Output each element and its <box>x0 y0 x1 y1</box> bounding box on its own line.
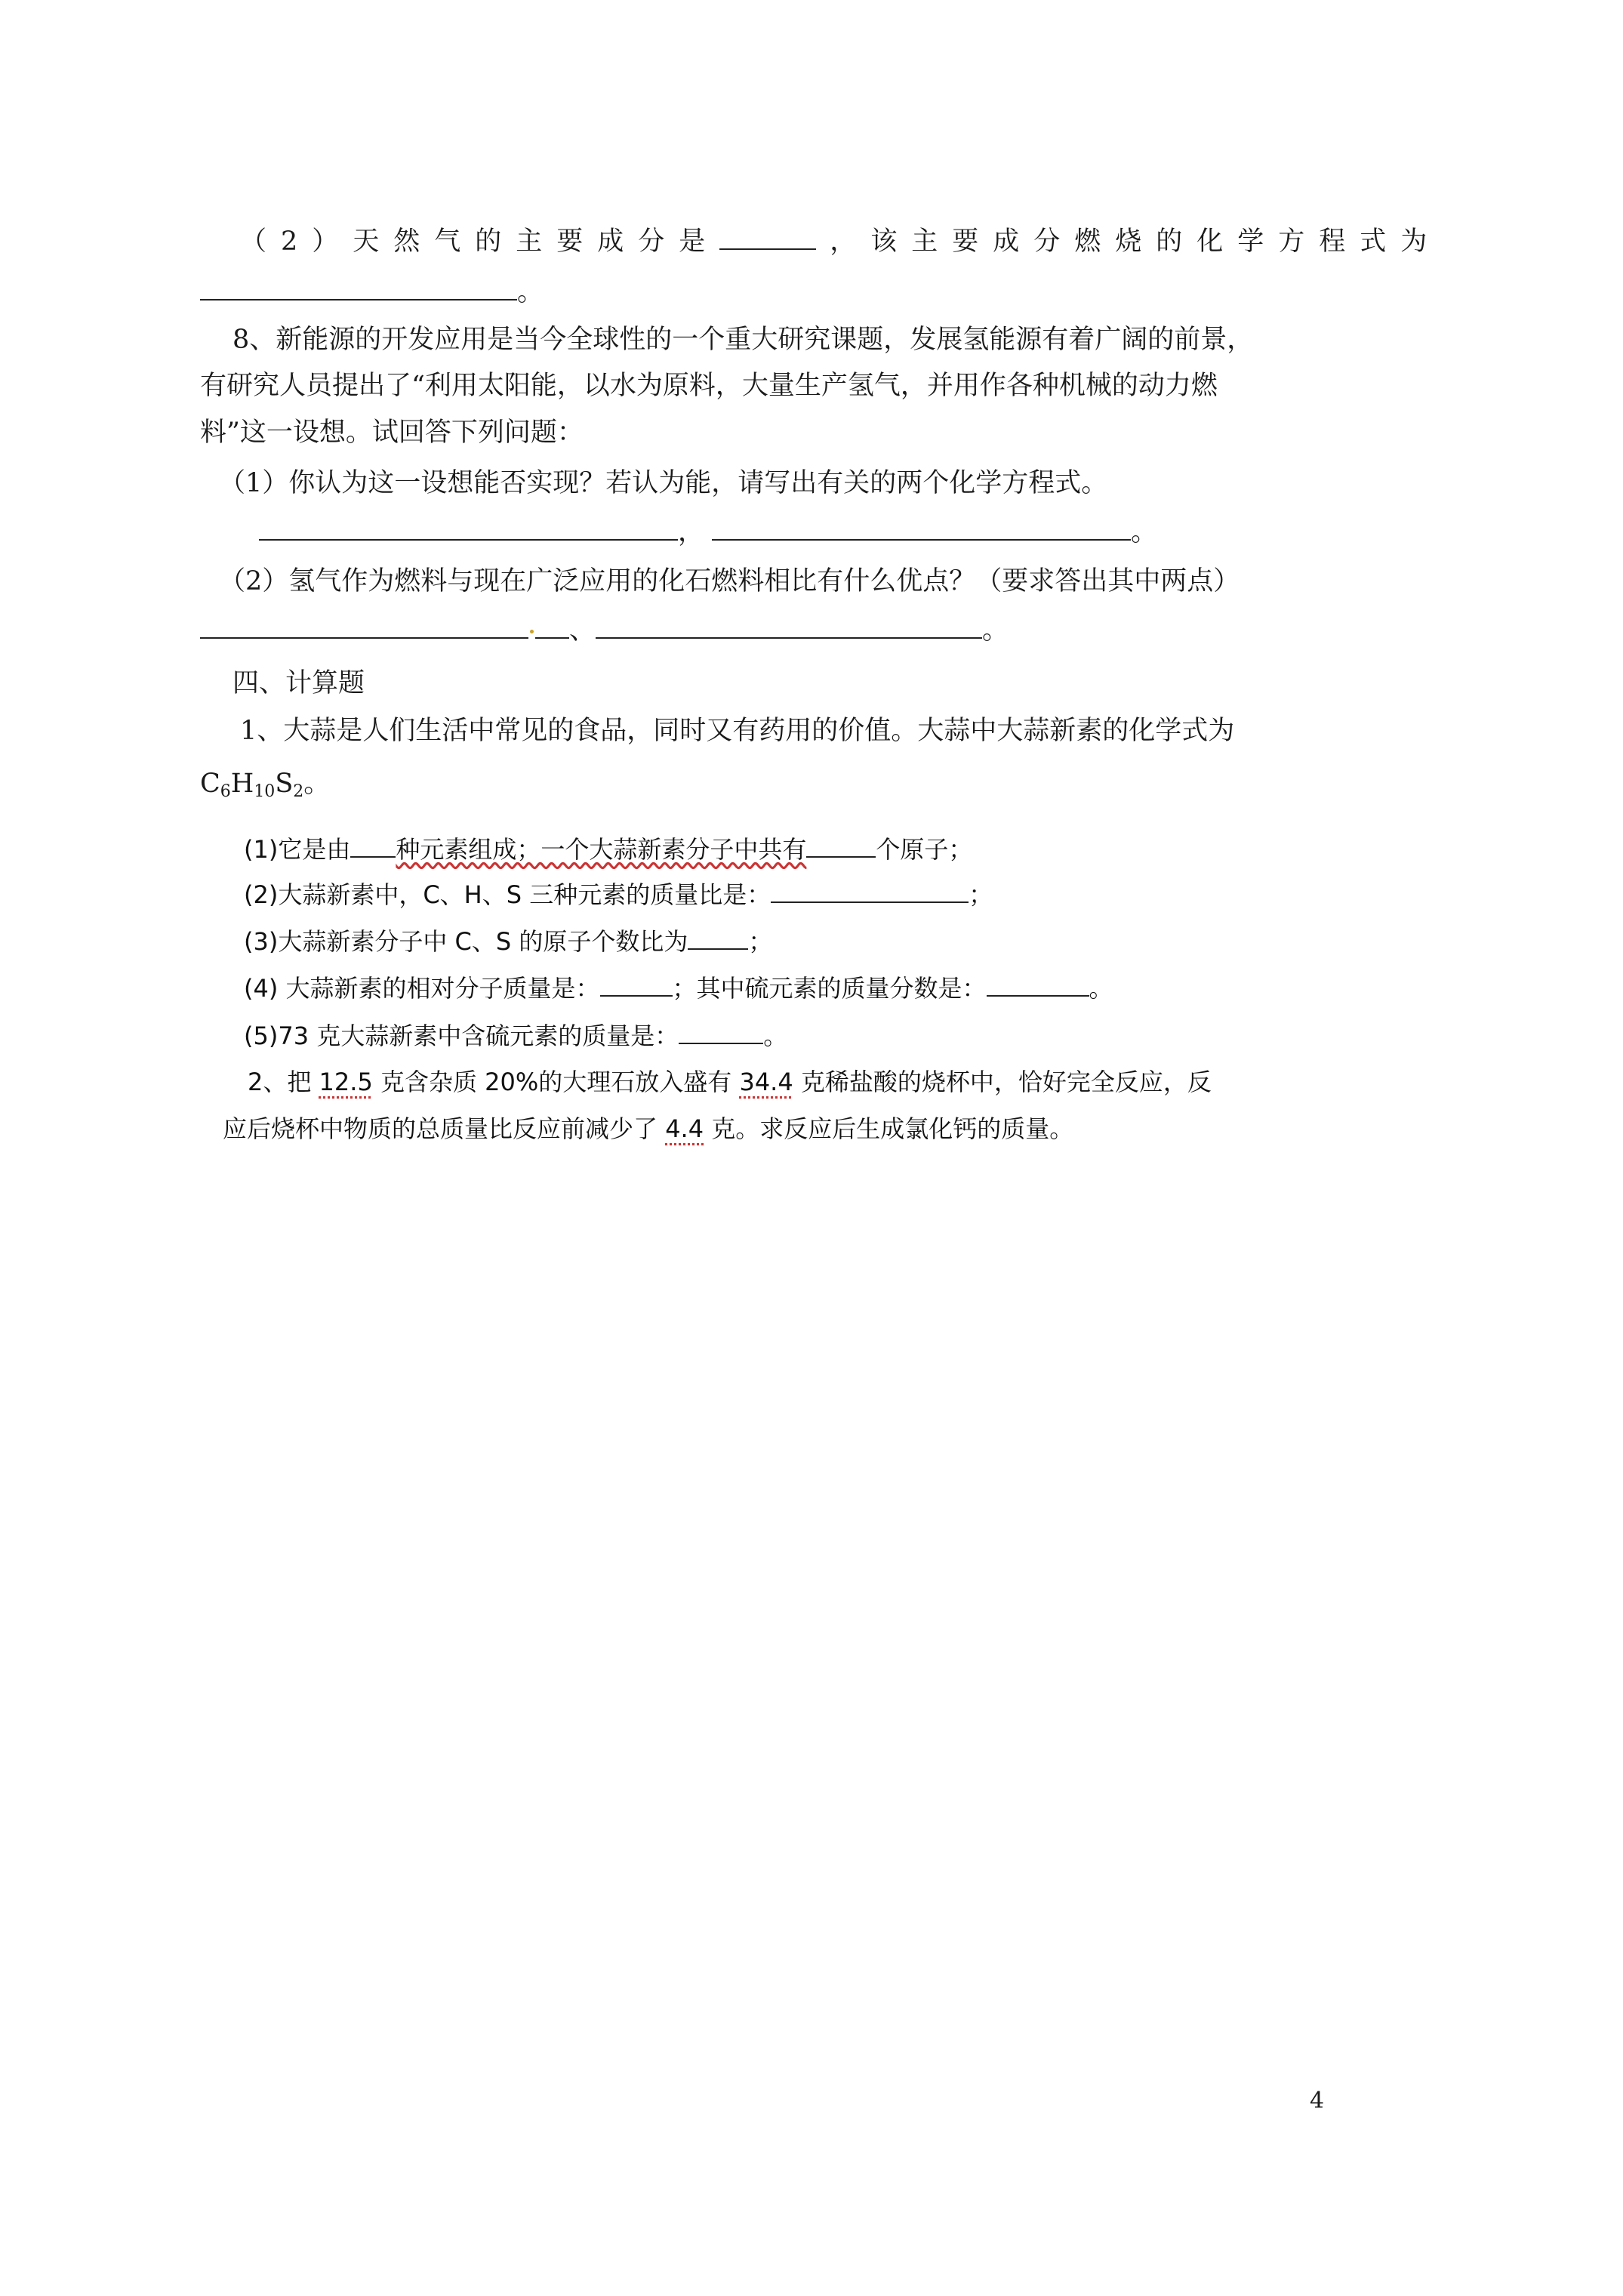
q8-intro-line-1: 8、新能源的开发应用是当今全球性的一个重大研究课题，发展氢能源有着广阔的前景， <box>233 325 1254 355</box>
q8-equation-blank-1[interactable] <box>259 513 678 541</box>
q7-equation-blank[interactable] <box>200 273 517 300</box>
sub1-atom-count-blank[interactable] <box>806 831 876 858</box>
sub4-text-c: 。 <box>1089 974 1113 1003</box>
sub1-text-b: 种元素组成；一个大蒜新素分子中共有 <box>396 835 807 864</box>
q2-acid-mass: 34.4 <box>739 1068 793 1096</box>
q7-part2-mid: ，该主要成分燃烧的化学方程式为 <box>830 227 1442 257</box>
s4-q1-line-1: 1、大蒜是人们生活中常见的食品，同时又有药用的价值。大蒜中大蒜新素的化学式为 <box>240 716 1235 746</box>
q8-separator: 、 <box>569 615 596 646</box>
q8-part1: （1）你认为这一设想能否实现？若认为能，请写出有关的两个化学方程式。 <box>219 468 1108 498</box>
s4-q1-sub2 <box>244 876 993 914</box>
q8-part2: （2）氢气作为燃料与现在广泛应用的化石燃料相比有什么优点？（要求答出其中两点） <box>219 566 1240 596</box>
sub2-mass-ratio-blank[interactable] <box>771 876 969 903</box>
q2-text-d: 应后烧杯中物质的总质量比反应前减少了 <box>223 1114 666 1143</box>
sub4-mass-fraction-blank[interactable] <box>987 969 1089 997</box>
q7-period: 。 <box>517 277 544 307</box>
s4-q1-sub1 <box>244 831 972 868</box>
formula-c: C <box>200 769 220 799</box>
formula-h: H <box>230 769 254 799</box>
q7-equation-line <box>200 273 544 311</box>
formula-end: 。 <box>303 769 331 799</box>
formula-s: S <box>275 769 294 799</box>
sub4-molar-mass-blank[interactable] <box>600 969 673 997</box>
q7-part2-prefix: （2）天然气的主要成分是 <box>240 227 720 257</box>
s4-q1-sub5 <box>244 1017 787 1055</box>
q2-text-e: 克。求反应后生成氯化钙的质量。 <box>704 1114 1074 1143</box>
q8-part1-period: 。 <box>1131 517 1158 547</box>
sub1-text-a: (1)它是由 <box>244 835 351 864</box>
sub3-atom-ratio-blank[interactable] <box>688 923 748 950</box>
stray-dot-mark <box>530 630 534 633</box>
formula-h-sub: 10 <box>254 782 276 801</box>
s4-q1-formula <box>200 765 330 803</box>
sub3-text-b: ； <box>748 927 773 956</box>
formula-c-sub: 6 <box>220 782 231 801</box>
s4-q2-line-2 <box>223 1110 1073 1148</box>
q7-answer-blank-1[interactable] <box>719 223 816 250</box>
q8-part2-period: 。 <box>982 615 1009 646</box>
sub1-element-count-blank[interactable] <box>350 831 396 858</box>
sub4-text-a: (4) 大蒜新素的相对分子质量是： <box>244 974 600 1003</box>
sub4-text-b: ；其中硫元素的质量分数是： <box>672 974 987 1003</box>
q8-intro-line-3: 料”这一设想。试回答下列问题： <box>200 418 584 448</box>
q8-intro-line-2: 有研究人员提出了“利用太阳能，以水为原料，大量生产氢气，并用作各种机械的动力燃 <box>200 371 1218 401</box>
s4-q1-sub4 <box>244 969 1113 1007</box>
q8-part1-answer-line <box>259 513 1157 551</box>
q8-advantage-blank-1[interactable] <box>200 612 528 639</box>
q8-equation-blank-2[interactable] <box>712 513 1131 541</box>
page-number: 4 <box>1310 2088 1325 2114</box>
q2-marble-mass: 12.5 <box>319 1068 373 1096</box>
sub1-text-c: 个原子； <box>876 835 973 864</box>
sub5-text-b: 。 <box>763 1022 788 1050</box>
q8-advantage-blank-2[interactable] <box>596 612 982 639</box>
q8-advantage-blank-1-tail[interactable] <box>535 612 569 639</box>
q2-mass-loss: 4.4 <box>665 1114 704 1143</box>
sub3-text-a: (3)大蒜新素分子中 C、S 的原子个数比为 <box>244 927 688 956</box>
q7-part2-line <box>240 223 1441 260</box>
sub5-sulfur-mass-blank[interactable] <box>679 1017 763 1044</box>
section4-title: 四、计算题 <box>233 668 365 698</box>
sub5-text-a: (5)73 克大蒜新素中含硫元素的质量是： <box>244 1022 679 1050</box>
sub2-text-a: (2)大蒜新素中，C、H、S 三种元素的质量比是： <box>244 880 771 909</box>
formula-s-sub: 2 <box>293 782 304 801</box>
q2-text-b: 克含杂质 20%的大理石放入盛有 <box>372 1068 740 1096</box>
s4-q2-line-1 <box>248 1063 1212 1101</box>
s4-q1-sub3 <box>244 923 772 960</box>
q8-comma: ， <box>678 517 705 547</box>
q8-part2-answer-line <box>200 612 1009 649</box>
q2-text-c: 克稀盐酸的烧杯中，恰好完全反应，反 <box>793 1068 1212 1096</box>
sub2-text-b: ； <box>969 880 993 909</box>
q2-text-a: 2、把 <box>248 1068 319 1096</box>
